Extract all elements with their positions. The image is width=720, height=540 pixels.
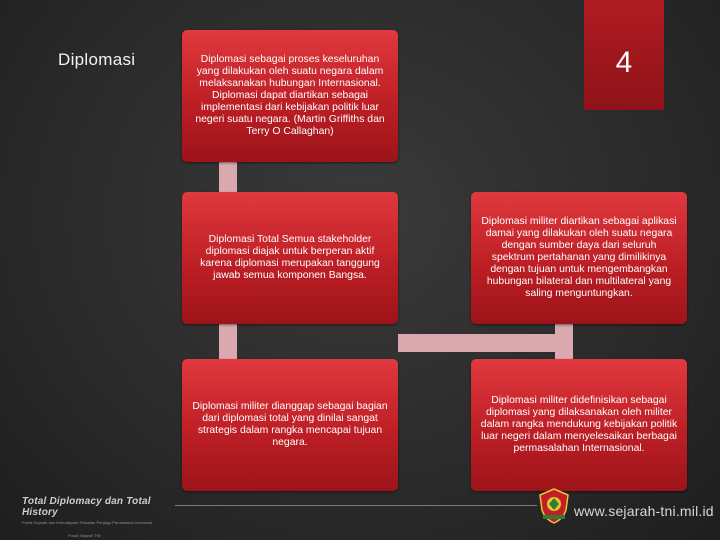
page-number-tab bbox=[584, 0, 664, 110]
connector-left-1-2 bbox=[219, 160, 237, 196]
box-left-3-text: Diplomasi militer dianggap sebagai bagian dari diplomasi total yang dinilai sangat strategis dalam rangka mencapai tujuan negara. bbox=[192, 401, 388, 448]
footer-divider bbox=[175, 505, 537, 506]
connector-left-2-3 bbox=[219, 322, 237, 364]
connector-middle-horizontal bbox=[398, 334, 573, 352]
box-left-1-text: Diplomasi sebagai proses keseluruhan yang dilakukan oleh suatu negara dalam melaksanakan hubungan Internasional. Diplomasi dapat diartikan sebagai implementasi dari kebijakan politik luar negeri suatu negara. (Martin Griffiths dan Terry O Callaghan) bbox=[195, 54, 385, 137]
box-left-1 bbox=[182, 30, 398, 162]
box-left-3 bbox=[182, 359, 398, 491]
footer-left bbox=[22, 496, 172, 538]
box-right-2-text: Diplomasi militer didefinisikan sebagai diplomasi yang dilaksanakan oleh militer dalam rangka mendukung kebijakan politik luar negeri dalam menyelesaikan berbagai permasalahan Internasional. bbox=[480, 395, 678, 454]
footer-subtitle: Portal Sejarah dan Kebudayaan Pasukan Penjaga Perdamaian Indonesia bbox=[22, 520, 153, 525]
page-number: 4 bbox=[615, 46, 633, 79]
connector-right-vertical bbox=[555, 322, 573, 364]
box-right-2 bbox=[471, 359, 687, 491]
footer-brand: Total Diplomacy dan Total History bbox=[22, 496, 151, 518]
footer-small-text: Pusat Sejarah TNI bbox=[68, 533, 101, 538]
box-left-2-text: Diplomasi Total Semua stakeholder diplomasi diajak untuk berperan aktif karena diplomasi merupakan tanggung jawab semua komponen Bangsa. bbox=[200, 234, 380, 281]
slide-title: Diplomasi bbox=[58, 50, 136, 69]
box-right-1-text: Diplomasi militer diartikan sebagai aplikasi damai yang dilakukan oleh suatu negara dengan sumber daya dari seluruh spektrum pertahanan yang dimilikinya dengan tujuan untuk mengembangkan hubungan bilateral dan multilateral yang saling menguntungkan. bbox=[481, 216, 677, 299]
box-right-1 bbox=[471, 192, 687, 324]
footer-url[interactable]: www.sejarah-tni.mil.id bbox=[574, 503, 714, 519]
box-left-2 bbox=[182, 192, 398, 324]
emblem-icon bbox=[537, 488, 571, 524]
